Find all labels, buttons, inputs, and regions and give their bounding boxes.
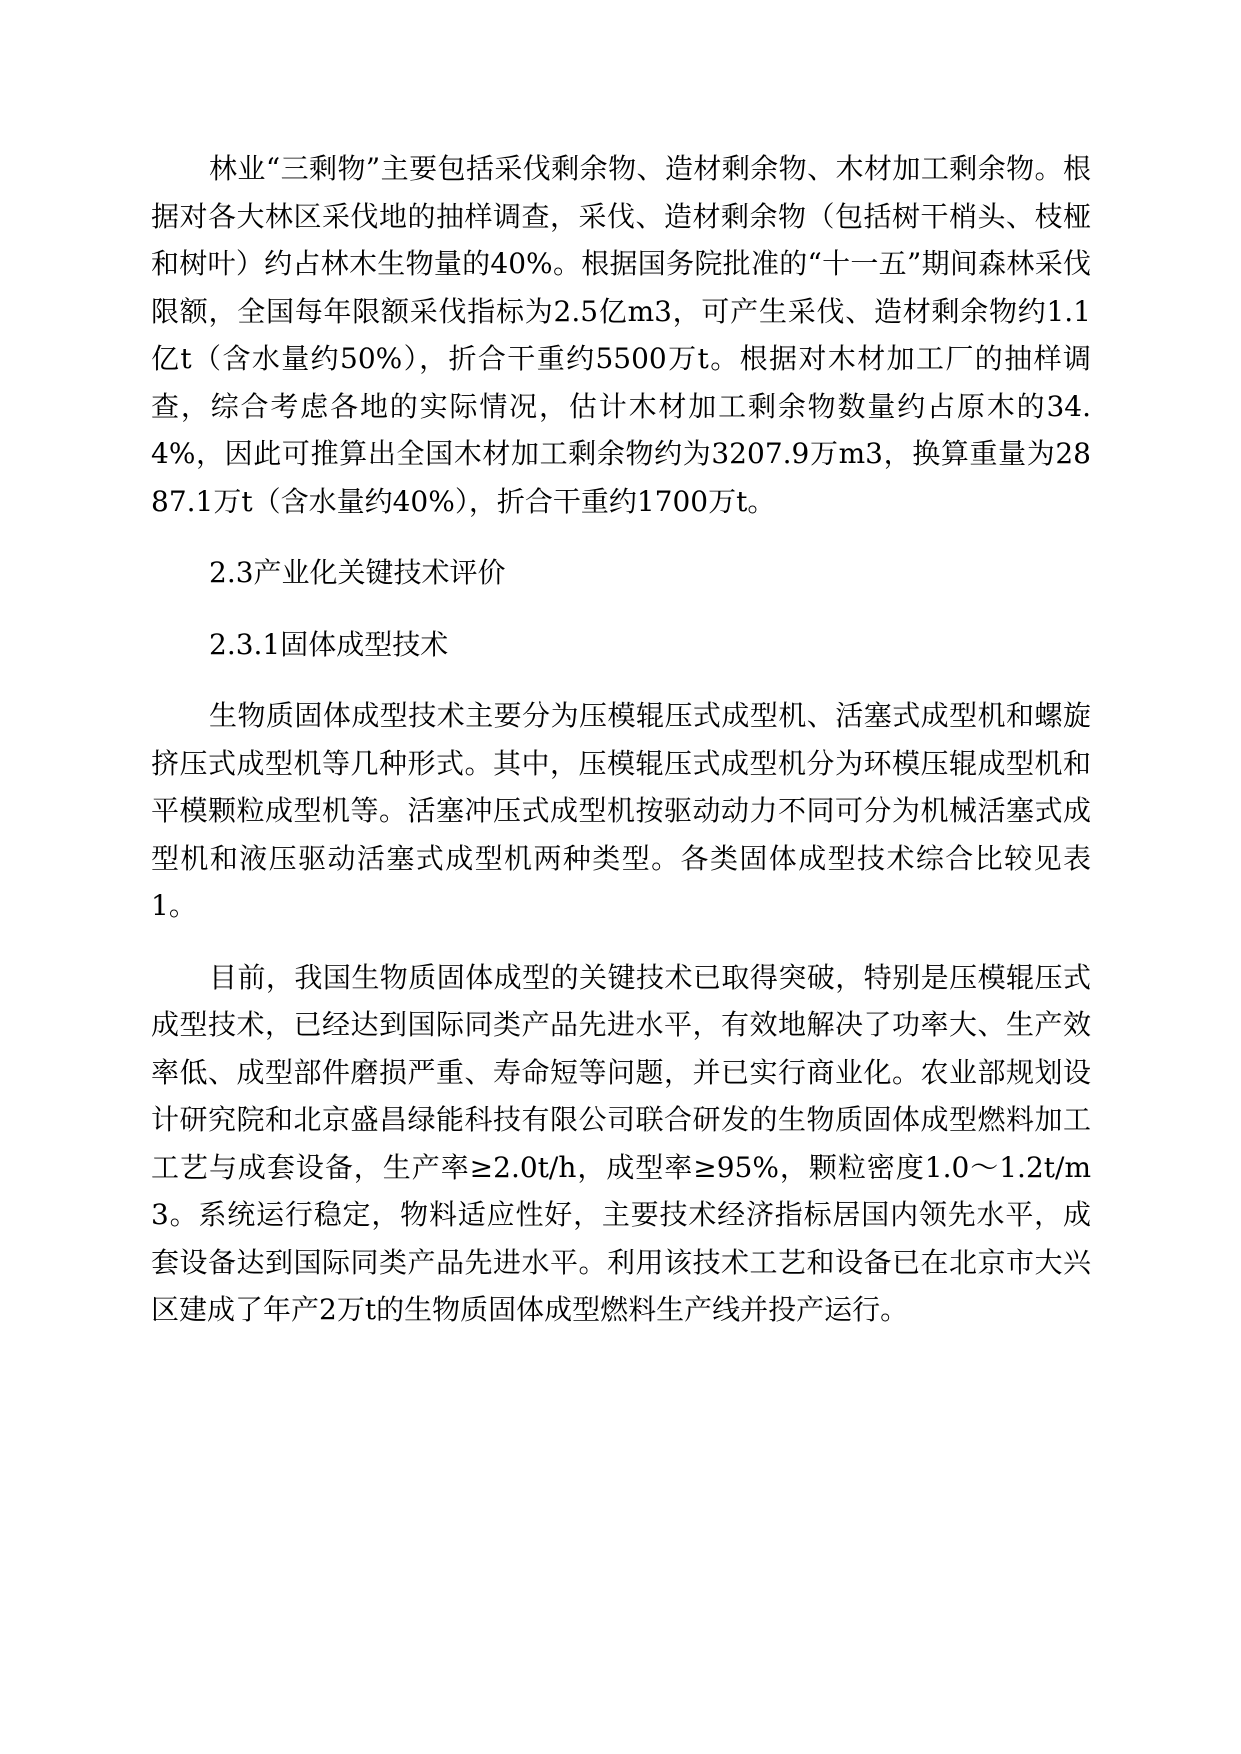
paragraph-solid-forming-technology: 生物质固体成型技术主要分为压模辊压式成型机、活塞式成型机和螺旋挤压式成型机等几种形式。其中，压模辊压式成型机分为环模压辊成型机和平模颗粒成型机等。活塞冲压式成型机按驱动动力不同可分为机械活塞式成型机和液压驱动活塞式成型机两种类型。各类固体成型技术综合比较见表1。 [151,699,1091,922]
section-heading-2-3: 2.3产业化关键技术评价 [209,556,506,589]
subsection-heading-2-3-1: 2.3.1固体成型技术 [209,627,449,661]
paragraph-current-status: 目前，我国生物质固体成型的关键技术已取得突破，特别是压模辊压式成型技术，已经达到国际同类产品先进水平，有效地解决了功率大、生产效率低、成型部件磨损严重、寿命短等问题，并已实行商业化。农业部规划设计研究院和北京盛昌绿能科技有限公司联合研发的生物质固体成型燃料加工工艺与成套设备，生产率≥2.0t/h，成型率≥95%，颗粒密度1.0～1.2t/m3。系统运行稳定，物料适应性好，主要技术经济指标居国内领先水平，成套设备达到国际同类产品先进水平。利用该技术工艺和设备已在北京市大兴区建成了年产2万t的生物质固体成型燃料生产线并投产运行。 [151,960,1091,1326]
paragraph-forestry-residues: 林业“三剩物”主要包括采伐剩余物、造材剩余物、木材加工剩余物。根据对各大林区采伐地的抽样调查，采伐、造材剩余物（包括树干梢头、枝桠和树叶）约占林木生物量的40%。根据国务院批准的“十一五”期间森林采伐限额，全国每年限额采伐指标为2.5亿m3，可产生采伐、造材剩余物约1.1亿t（含水量约50%），折合干重约5500万t。根据对木材加工厂的抽样调查，综合考虑各地的实际情况，估计木材加工剩余物数量约占原木的34.4%，因此可推算出全国木材加工剩余物约为3207.9万m3，换算重量为2887.1万t（含水量约40%），折合干重约1700万t。 [151,152,1091,518]
document-body [151,145,1091,1334]
